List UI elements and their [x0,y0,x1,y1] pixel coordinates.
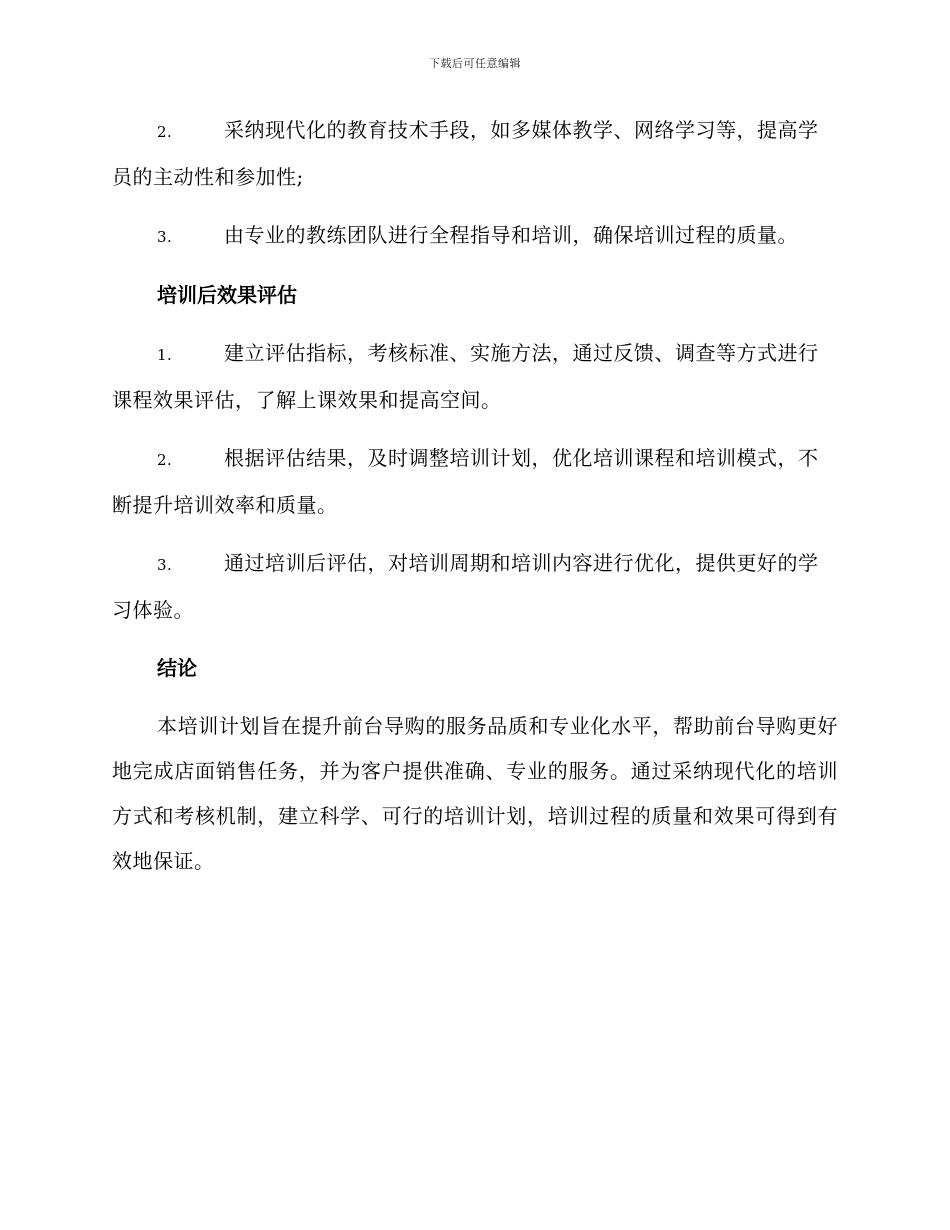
list-item [112,331,838,423]
list-item-number: 3. [157,228,173,246]
conclusion-paragraph: 本培训计划旨在提升前台导购的服务品质和专业化水平，帮助前台导购更好地完成店面销售任务，并为客户提供准确、专业的服务。通过采纳现代化的培训方式和考核机制，建立科学、可行的培训计划，培训过程的质量和效果可得到有效地保证。 [112,714,838,873]
list-item-text: 由专业的教练团队进行全程指导和培训，确保培训过程的质量。 [224,223,798,247]
section-heading-evaluation: 培训后效果评估 [157,283,297,307]
list-item [112,108,838,200]
list-item [112,436,838,528]
list-item-number: 3. [157,556,173,574]
list-item-text: 通过培训后评估，对培训周期和培训内容进行优化，提供更好的学习体验。 [112,551,819,622]
list-item-number: 1. [157,346,173,364]
list-item [112,541,838,633]
list-item-text: 建立评估指标，考核标准、实施方法，通过反馈、调查等方式进行课程效果评估，了解上课效果和提高空间。 [112,341,819,412]
page-header: 下载后可任意编辑 [429,57,521,70]
list-item [112,213,838,260]
list-item-number: 2. [157,451,173,469]
document-body [112,108,838,884]
list-item-number: 2. [157,123,173,141]
list-item-text: 采纳现代化的教育技术手段，如多媒体教学、网络学习等，提高学员的主动性和参加性; [112,118,819,189]
section-heading-conclusion: 结论 [157,656,197,680]
list-item-text: 根据评估结果，及时调整培训计划，优化培训课程和培训模式，不断提升培训效率和质量。 [112,446,819,517]
